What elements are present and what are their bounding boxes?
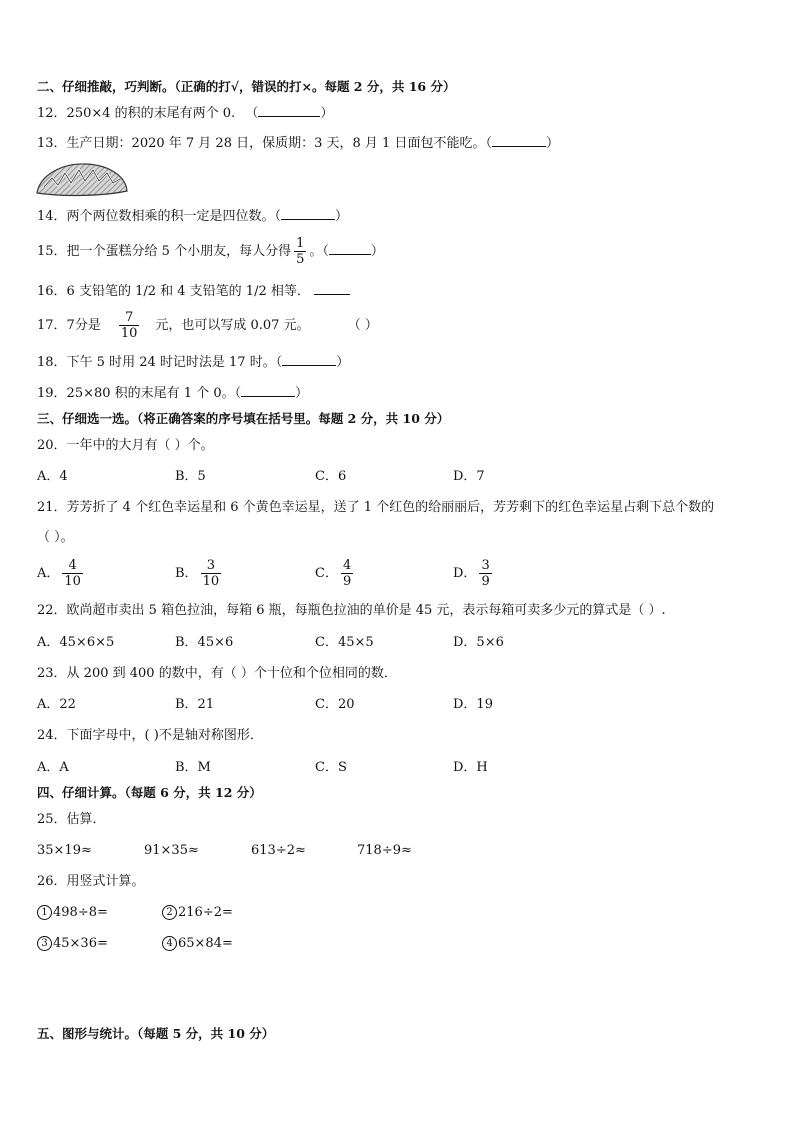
question-20-option-b[interactable]: B．5 bbox=[175, 469, 206, 484]
question-21-option-d[interactable] bbox=[453, 556, 495, 592]
answer-blank[interactable] bbox=[492, 134, 546, 147]
question-24-option-a[interactable]: A．A bbox=[37, 760, 69, 775]
fraction bbox=[62, 558, 83, 589]
fraction-numerator: 1 bbox=[296, 236, 305, 251]
calc-expression: 216÷2= bbox=[178, 905, 233, 920]
question-12 bbox=[37, 104, 333, 123]
fraction-denominator: 10 bbox=[64, 574, 81, 589]
question-13 bbox=[37, 134, 559, 153]
fraction-denominator: 10 bbox=[202, 574, 220, 589]
vertical-calc-item bbox=[37, 904, 108, 922]
estimate-item: 718÷9≈ bbox=[357, 843, 412, 858]
question-24: 24．下面字母中，( )不是轴对称图形． bbox=[37, 728, 263, 743]
fraction-numerator: 4 bbox=[62, 558, 83, 574]
question-12-close-paren: ） bbox=[320, 106, 334, 121]
question-22-option-c[interactable]: C．45×5 bbox=[315, 635, 374, 650]
question-22-option-d[interactable]: D．5×6 bbox=[453, 635, 504, 650]
question-23-option-b[interactable]: B．21 bbox=[175, 697, 215, 712]
section-4-heading: 四、仔细计算。（每题 6 分，共 12 分） bbox=[37, 785, 262, 800]
question-24-option-c[interactable]: C．S bbox=[315, 760, 347, 775]
section-3-heading: 三、仔细选一选。（将正确答案的序号填在括号里。每题 2 分，共 10 分） bbox=[37, 411, 450, 426]
question-14 bbox=[37, 207, 348, 226]
question-23: 23．从 200 到 400 的数中，有（ ）个十位和个位相同的数． bbox=[37, 666, 397, 681]
question-15 bbox=[37, 234, 384, 270]
estimate-item: 91×35≈ bbox=[144, 843, 199, 858]
fraction-numerator: 4 bbox=[342, 558, 352, 573]
fraction-denominator: 10 bbox=[120, 326, 138, 341]
vertical-calc-item bbox=[162, 904, 233, 922]
vertical-calc-item bbox=[37, 935, 108, 953]
fraction-numerator: 3 bbox=[481, 558, 490, 573]
answer-blank[interactable] bbox=[329, 242, 371, 255]
question-26: 26．用竖式计算。 bbox=[37, 874, 145, 889]
question-20: 20．一年中的大月有（ ）个。 bbox=[37, 438, 214, 453]
fraction bbox=[341, 558, 353, 589]
option-label: A． bbox=[37, 566, 60, 581]
circled-number: 4 bbox=[162, 936, 177, 951]
question-24-option-b[interactable]: B．M bbox=[175, 760, 211, 775]
circled-number: 3 bbox=[37, 936, 52, 951]
question-23-option-c[interactable]: C．20 bbox=[315, 697, 355, 712]
question-24-option-d[interactable]: D．H bbox=[453, 760, 488, 775]
answer-blank[interactable] bbox=[241, 384, 295, 397]
option-label: B． bbox=[175, 566, 198, 581]
vertical-calc-item bbox=[162, 935, 233, 953]
question-14-close-paren: ） bbox=[335, 209, 349, 224]
question-22: 22．欧尚超市卖出 5 箱色拉油，每箱 6 瓶，每瓶色拉油的单价是 45 元，表示每箱可卖多少元的算式是（ ）. bbox=[37, 603, 666, 618]
section-5-heading: 五、图形与统计。（每题 5 分，共 10 分） bbox=[37, 1026, 275, 1041]
question-13-text: 13．生产日期：2020 年 7 月 28 日，保质期：3 天，8 月 1 日面包不能吃。（ bbox=[37, 136, 492, 151]
answer-blank[interactable] bbox=[281, 207, 335, 220]
question-17-text: 17．7分是 bbox=[37, 318, 101, 333]
answer-blank[interactable] bbox=[282, 353, 336, 366]
question-18-text: 18．下午 5 时用 24 时记时法是 17 时。（ bbox=[37, 355, 283, 370]
question-17 bbox=[37, 308, 378, 344]
question-15-suffix: 。（ bbox=[309, 244, 329, 259]
calc-expression: 45×36= bbox=[53, 936, 108, 951]
question-17-suffix: 元，也可以写成 0.07 元。 bbox=[155, 318, 310, 333]
question-12-open-paren: （ bbox=[245, 106, 259, 121]
answer-blank[interactable] bbox=[258, 104, 320, 117]
circled-number: 2 bbox=[162, 905, 177, 920]
fraction bbox=[201, 558, 222, 589]
estimate-item: 613÷2≈ bbox=[251, 843, 306, 858]
fraction-denominator: 9 bbox=[481, 574, 490, 589]
question-16 bbox=[37, 282, 350, 301]
question-21: 21．芳芳折了 4 个红色幸运星和 6 个黄色幸运星，送了 1 个红色的给丽丽后，芳芳剩下的红色幸运星占剩下总个数的 bbox=[37, 500, 715, 515]
question-22-option-b[interactable]: B．45×6 bbox=[175, 635, 234, 650]
question-19 bbox=[37, 384, 308, 403]
question-21-continued: （ ）。 bbox=[37, 530, 74, 545]
question-22-option-a[interactable]: A．45×6×5 bbox=[37, 635, 115, 650]
estimate-item: 35×19≈ bbox=[37, 843, 92, 858]
question-12-text: 12．250×4 的积的末尾有两个 0. bbox=[37, 106, 236, 121]
fraction-denominator: 5 bbox=[296, 252, 305, 267]
question-23-option-a[interactable]: A．22 bbox=[37, 697, 76, 712]
question-21-option-a[interactable] bbox=[37, 556, 86, 592]
section-2-heading: 二、仔细推敲，巧判断。（正确的打√，错误的打×。每题 2 分，共 16 分） bbox=[37, 79, 456, 94]
fraction-numerator: 7 bbox=[119, 310, 140, 326]
question-20-option-a[interactable]: A．4 bbox=[37, 469, 68, 484]
option-label: D． bbox=[453, 566, 477, 581]
question-21-option-c[interactable] bbox=[315, 556, 356, 592]
question-15-text: 15．把一个蛋糕分给 5 个小朋友，每人分得 bbox=[37, 244, 292, 259]
option-label: C． bbox=[315, 566, 338, 581]
fraction bbox=[119, 310, 140, 341]
answer-blank[interactable] bbox=[314, 282, 350, 295]
question-19-close-paren: ） bbox=[295, 386, 309, 401]
fraction bbox=[479, 558, 491, 589]
question-13-close-paren: ） bbox=[545, 136, 559, 151]
question-23-option-d[interactable]: D．19 bbox=[453, 697, 493, 712]
bread-illustration bbox=[34, 158, 130, 198]
question-18 bbox=[37, 353, 349, 372]
fraction-denominator: 9 bbox=[342, 574, 352, 589]
question-21-option-b[interactable] bbox=[175, 556, 224, 592]
question-18-close-paren: ） bbox=[336, 355, 350, 370]
question-20-option-d[interactable]: D．7 bbox=[453, 469, 485, 484]
calc-expression: 498÷8= bbox=[53, 905, 108, 920]
question-15-close-paren: ） bbox=[370, 244, 384, 259]
question-25: 25．估算． bbox=[37, 812, 106, 827]
question-20-option-c[interactable]: C．6 bbox=[315, 469, 347, 484]
fraction bbox=[294, 236, 306, 267]
circled-number: 1 bbox=[37, 905, 52, 920]
calc-expression: 65×84= bbox=[178, 936, 233, 951]
question-19-text: 19．25×80 积的末尾有 1 个 0。（ bbox=[37, 386, 242, 401]
question-17-answer-paren[interactable]: （ ） bbox=[347, 318, 378, 333]
fraction-numerator: 3 bbox=[201, 558, 222, 574]
question-16-text: 16．6 支铅笔的 1/2 和 4 支铅笔的 1/2 相等． bbox=[37, 284, 310, 299]
question-14-text: 14．两个两位数相乘的积一定是四位数。（ bbox=[37, 209, 282, 224]
